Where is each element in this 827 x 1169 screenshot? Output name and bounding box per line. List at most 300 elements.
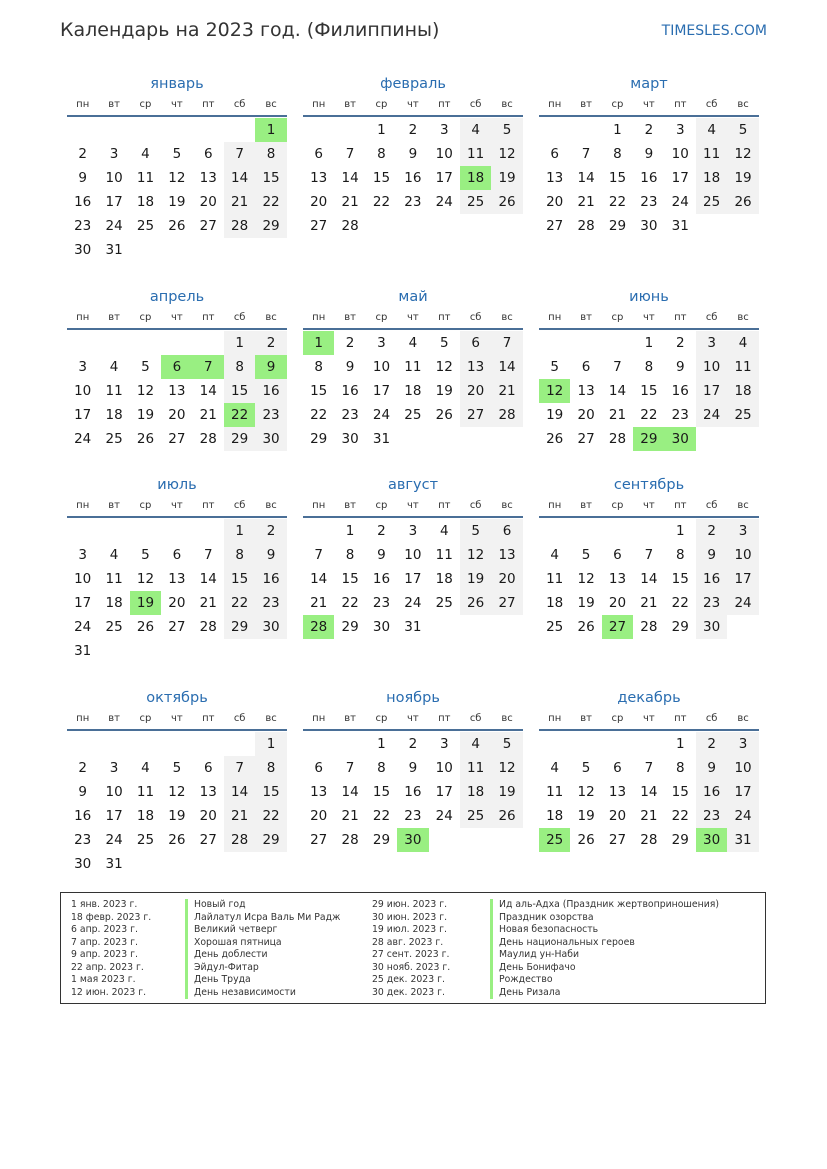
day-cell: 20 xyxy=(199,808,217,824)
day-cell: 30 xyxy=(696,615,727,639)
day-cell: 5 xyxy=(581,547,591,563)
day-cell: 20 xyxy=(491,567,522,591)
day-cell: 2 xyxy=(345,335,355,351)
day-cell: 22 xyxy=(255,804,286,828)
day-cell: 16 xyxy=(671,383,689,399)
day-cell: 18 xyxy=(136,194,155,210)
month-12 xyxy=(539,688,759,852)
legend-date: 1 мая 2023 г. xyxy=(71,974,136,985)
day-cell: 19 xyxy=(491,166,522,190)
day-cell: 13 xyxy=(199,784,217,800)
day-cell: 11 xyxy=(435,547,453,563)
day-cell: 16 xyxy=(255,379,286,403)
day-empty xyxy=(334,118,365,142)
day-cell-holiday: 6 xyxy=(161,355,192,379)
day-cell: 21 xyxy=(199,595,217,611)
day-cell: 1 xyxy=(224,519,255,543)
month-name: август xyxy=(387,477,439,493)
day-cell: 25 xyxy=(435,595,453,611)
day-cell: 12 xyxy=(460,543,491,567)
day-cell: 19 xyxy=(491,780,522,804)
month-name: октябрь xyxy=(146,690,208,706)
day-empty xyxy=(224,732,255,756)
day-cell: 20 xyxy=(608,595,627,611)
day-cell: 23 xyxy=(696,591,727,615)
month-2 xyxy=(303,74,523,238)
day-cell: 6 xyxy=(581,359,591,375)
legend-date: 7 апр. 2023 г. xyxy=(71,936,138,948)
weekday-label: вс xyxy=(265,99,277,110)
month-8 xyxy=(303,475,523,639)
day-cell: 12 xyxy=(168,170,186,186)
day-cell: 9 xyxy=(345,359,355,375)
day-cell: 8 xyxy=(255,142,286,166)
day-cell: 13 xyxy=(310,784,328,800)
weekday-label: вт xyxy=(580,312,592,323)
day-cell: 17 xyxy=(372,383,391,399)
day-cell: 4 xyxy=(550,547,559,563)
day-cell: 9 xyxy=(78,784,87,800)
day-cell: 7 xyxy=(314,547,323,563)
day-cell: 23 xyxy=(341,407,359,423)
weekday-label: ср xyxy=(611,713,624,724)
day-cell: 12 xyxy=(491,756,522,780)
day-cell: 4 xyxy=(696,118,727,142)
day-cell: 15 xyxy=(640,383,658,399)
day-cell: 2 xyxy=(408,122,418,138)
day-cell: 16 xyxy=(341,383,359,399)
day-cell: 3 xyxy=(439,122,449,138)
weekday-header xyxy=(303,497,523,518)
day-cell: 25 xyxy=(546,619,564,635)
day-cell: 22 xyxy=(372,194,391,210)
day-cell: 24 xyxy=(404,595,422,611)
day-cell: 5 xyxy=(581,760,591,776)
day-cell: 11 xyxy=(105,383,123,399)
day-cell: 18 xyxy=(727,379,758,403)
weekday-header xyxy=(303,96,523,117)
day-cell: 20 xyxy=(310,194,328,210)
day-cell: 10 xyxy=(696,355,727,379)
weekday-label: пн xyxy=(76,500,90,511)
legend-holiday-name: Эйдул-Фитар xyxy=(185,962,340,975)
day-cell: 1 xyxy=(224,331,255,355)
day-cell: 1 xyxy=(675,736,685,752)
day-cell: 22 xyxy=(608,194,627,210)
day-cell: 28 xyxy=(199,431,217,447)
day-cell: 6 xyxy=(550,146,559,162)
day-cell: 9 xyxy=(408,760,418,776)
day-cell: 27 xyxy=(608,832,627,848)
day-empty xyxy=(570,331,601,355)
weekday-header xyxy=(539,710,759,731)
legend-names-col-1 xyxy=(185,899,340,999)
day-empty xyxy=(303,519,334,543)
day-cell: 23 xyxy=(404,808,422,824)
weekday-label: сб xyxy=(469,99,482,110)
day-empty xyxy=(98,519,129,543)
weekday-label: вт xyxy=(344,500,356,511)
day-cell: 8 xyxy=(377,760,386,776)
day-cell: 4 xyxy=(439,523,449,539)
day-cell: 23 xyxy=(255,591,286,615)
day-cell: 22 xyxy=(640,407,658,423)
day-cell: 25 xyxy=(136,832,155,848)
day-cell-holiday: 30 xyxy=(397,828,428,852)
weekday-label: вс xyxy=(737,713,749,724)
day-cell: 4 xyxy=(141,146,150,162)
weekday-label: сб xyxy=(469,713,482,724)
day-empty xyxy=(633,732,664,756)
weekday-label: вс xyxy=(501,99,513,110)
day-cell: 22 xyxy=(372,808,391,824)
day-cell: 23 xyxy=(372,595,391,611)
day-empty xyxy=(303,732,334,756)
day-cell: 15 xyxy=(671,784,689,800)
day-cell: 20 xyxy=(168,407,186,423)
day-cell: 7 xyxy=(345,146,355,162)
day-cell: 28 xyxy=(341,218,359,234)
weekday-label: ср xyxy=(139,99,152,110)
day-cell: 21 xyxy=(224,190,255,214)
day-cell: 13 xyxy=(310,170,328,186)
legend-date: 30 июн. 2023 г. xyxy=(372,911,448,923)
day-cell: 21 xyxy=(640,595,658,611)
day-cell: 16 xyxy=(74,194,92,210)
day-cell: 5 xyxy=(172,146,182,162)
day-cell: 14 xyxy=(341,784,359,800)
day-cell: 28 xyxy=(491,403,522,427)
day-cell: 15 xyxy=(341,571,359,587)
site-link[interactable]: TIMESLES.COM xyxy=(661,23,767,39)
day-cell: 30 xyxy=(255,427,286,451)
weekday-label: пт xyxy=(674,500,687,511)
day-cell: 24 xyxy=(105,218,123,234)
day-cell: 9 xyxy=(78,170,87,186)
day-cell: 10 xyxy=(435,760,453,776)
day-cell: 8 xyxy=(345,547,355,563)
day-cell: 14 xyxy=(491,355,522,379)
weekday-label: сб xyxy=(233,713,246,724)
day-cell: 21 xyxy=(341,808,359,824)
day-cell: 16 xyxy=(74,808,92,824)
day-cell: 11 xyxy=(404,359,422,375)
legend-date: 12 июн. 2023 г. xyxy=(71,986,147,998)
month-10 xyxy=(67,688,287,876)
day-cell: 18 xyxy=(460,780,491,804)
weekday-label: вт xyxy=(580,713,592,724)
day-cell: 29 xyxy=(255,828,286,852)
day-cell: 11 xyxy=(105,571,123,587)
legend-holiday-name: День Ризала xyxy=(490,987,719,1000)
day-cell: 20 xyxy=(199,194,217,210)
day-cell: 19 xyxy=(546,407,564,423)
day-cell: 5 xyxy=(172,760,182,776)
weekday-label: ср xyxy=(375,713,388,724)
weekday-label: вт xyxy=(108,99,120,110)
day-cell: 3 xyxy=(727,519,758,543)
legend-date: 29 июн. 2023 г. xyxy=(372,899,448,910)
day-cell: 1 xyxy=(255,732,286,756)
day-cell: 2 xyxy=(696,732,727,756)
day-cell: 29 xyxy=(310,431,328,447)
day-cell: 9 xyxy=(408,146,418,162)
month-name: сентябрь xyxy=(613,477,685,493)
day-cell: 10 xyxy=(404,547,422,563)
weekday-label: чт xyxy=(407,713,419,724)
day-cell: 13 xyxy=(608,571,627,587)
day-cell: 5 xyxy=(727,118,758,142)
day-cell: 12 xyxy=(491,142,522,166)
weekday-label: сб xyxy=(469,500,482,511)
day-cell: 23 xyxy=(696,804,727,828)
day-cell: 4 xyxy=(460,732,491,756)
day-cell: 28 xyxy=(224,828,255,852)
day-cell: 18 xyxy=(105,407,123,423)
legend-date: 9 апр. 2023 г. xyxy=(71,949,138,960)
day-cell: 30 xyxy=(255,615,286,639)
day-cell-holiday: 1 xyxy=(303,331,334,355)
day-cell: 3 xyxy=(696,331,727,355)
day-cell: 14 xyxy=(310,571,328,587)
day-cell: 9 xyxy=(377,547,386,563)
legend-holiday-name: День национальных героев xyxy=(490,937,719,950)
day-cell: 26 xyxy=(546,431,564,447)
day-cell: 14 xyxy=(199,571,217,587)
day-empty xyxy=(334,732,365,756)
day-cell: 1 xyxy=(644,335,654,351)
weekday-label: чт xyxy=(643,99,655,110)
day-empty xyxy=(539,331,570,355)
weekday-label: пт xyxy=(674,713,687,724)
page-title: Календарь на 2023 год. (Филиппины) xyxy=(60,19,440,41)
day-cell-holiday: 9 xyxy=(255,355,286,379)
day-cell: 15 xyxy=(224,567,255,591)
day-cell: 13 xyxy=(199,170,217,186)
weekday-label: чт xyxy=(643,312,655,323)
weekday-label: чт xyxy=(171,500,183,511)
day-cell: 8 xyxy=(224,543,255,567)
day-cell: 26 xyxy=(577,619,595,635)
weekday-label: ср xyxy=(375,312,388,323)
day-cell: 30 xyxy=(341,431,359,447)
month-name: январь xyxy=(150,76,204,92)
day-cell: 7 xyxy=(644,760,654,776)
day-cell: 3 xyxy=(78,547,87,563)
day-cell: 29 xyxy=(372,832,391,848)
day-cell: 19 xyxy=(168,808,186,824)
day-cell: 29 xyxy=(224,427,255,451)
weekday-label: пн xyxy=(76,713,90,724)
day-cell: 8 xyxy=(255,756,286,780)
month-name: март xyxy=(630,76,668,92)
day-cell-holiday: 30 xyxy=(665,427,696,451)
day-cell: 13 xyxy=(460,355,491,379)
day-cell: 5 xyxy=(550,359,559,375)
day-cell: 29 xyxy=(255,214,286,238)
day-cell: 13 xyxy=(546,170,564,186)
day-cell: 31 xyxy=(105,856,123,872)
day-cell: 23 xyxy=(74,218,92,234)
day-cell: 2 xyxy=(644,122,654,138)
weekday-label: ср xyxy=(139,713,152,724)
day-cell: 12 xyxy=(168,784,186,800)
day-cell: 27 xyxy=(310,832,328,848)
day-empty xyxy=(67,732,98,756)
weekday-label: пт xyxy=(202,500,215,511)
legend-date: 6 апр. 2023 г. xyxy=(71,924,138,935)
day-cell: 13 xyxy=(608,784,627,800)
day-cell: 23 xyxy=(404,194,422,210)
day-empty xyxy=(193,331,224,355)
day-cell: 5 xyxy=(491,732,522,756)
legend-holiday-name: Маулид ун-Наби xyxy=(490,949,719,962)
day-cell: 11 xyxy=(136,170,155,186)
day-cell: 26 xyxy=(136,431,155,447)
legend-holiday-name: День независимости xyxy=(185,987,340,1000)
weekday-label: чт xyxy=(643,500,655,511)
month-name: декабрь xyxy=(617,690,681,706)
day-empty xyxy=(67,118,98,142)
month-11 xyxy=(303,688,523,852)
day-cell: 17 xyxy=(435,784,453,800)
day-cell: 24 xyxy=(105,832,123,848)
day-cell: 24 xyxy=(727,591,758,615)
month-1 xyxy=(67,74,287,262)
weekday-label: пт xyxy=(438,99,451,110)
day-cell: 18 xyxy=(435,571,453,587)
day-empty xyxy=(570,519,601,543)
day-cell: 21 xyxy=(491,379,522,403)
day-cell: 1 xyxy=(675,523,685,539)
day-empty xyxy=(193,732,224,756)
weekday-label: пн xyxy=(312,500,326,511)
day-cell: 25 xyxy=(404,407,422,423)
day-cell: 31 xyxy=(727,828,758,852)
weekday-header xyxy=(539,497,759,518)
day-cell: 8 xyxy=(224,355,255,379)
day-cell: 19 xyxy=(136,407,155,423)
day-cell: 6 xyxy=(491,519,522,543)
day-cell: 26 xyxy=(727,190,758,214)
day-cell: 7 xyxy=(644,547,654,563)
weekday-label: вт xyxy=(108,713,120,724)
days-grid xyxy=(303,518,523,639)
day-cell: 3 xyxy=(727,732,758,756)
weekday-label: сб xyxy=(469,312,482,323)
days-grid xyxy=(67,518,287,663)
day-cell: 2 xyxy=(408,736,418,752)
day-cell: 14 xyxy=(224,166,255,190)
day-cell: 29 xyxy=(341,619,359,635)
weekday-label: ср xyxy=(139,312,152,323)
weekday-label: пн xyxy=(312,713,326,724)
day-empty xyxy=(602,732,633,756)
month-name: май xyxy=(398,289,428,305)
day-cell: 10 xyxy=(74,383,92,399)
day-cell: 19 xyxy=(577,808,595,824)
weekday-label: пт xyxy=(438,500,451,511)
day-cell: 9 xyxy=(696,543,727,567)
day-cell: 12 xyxy=(727,142,758,166)
day-cell: 9 xyxy=(255,543,286,567)
day-cell: 16 xyxy=(640,170,658,186)
day-cell: 17 xyxy=(671,170,689,186)
day-cell: 16 xyxy=(255,567,286,591)
day-cell: 28 xyxy=(224,214,255,238)
day-cell: 4 xyxy=(109,547,119,563)
day-cell: 13 xyxy=(577,383,595,399)
day-empty xyxy=(602,331,633,355)
day-cell: 26 xyxy=(491,804,522,828)
day-cell: 8 xyxy=(675,760,685,776)
day-cell: 24 xyxy=(372,407,391,423)
day-cell: 4 xyxy=(408,335,418,351)
legend-holiday-name: Хорошая пятница xyxy=(185,937,340,950)
weekday-label: пт xyxy=(438,713,451,724)
legend-date: 27 сент. 2023 г. xyxy=(372,949,450,960)
day-cell-holiday: 19 xyxy=(130,591,161,615)
day-cell: 4 xyxy=(727,331,758,355)
day-cell: 25 xyxy=(460,804,491,828)
legend-holiday-name: День Бонифачо xyxy=(490,962,719,975)
day-cell: 19 xyxy=(577,595,595,611)
day-cell: 29 xyxy=(224,615,255,639)
day-cell: 13 xyxy=(491,543,522,567)
month-6 xyxy=(539,287,759,451)
day-cell: 27 xyxy=(577,431,595,447)
day-empty xyxy=(161,519,192,543)
weekday-header xyxy=(67,309,287,330)
day-cell: 12 xyxy=(136,571,155,587)
weekday-label: сб xyxy=(705,99,718,110)
weekday-header xyxy=(539,309,759,330)
legend-date: 28 авг. 2023 г. xyxy=(372,936,444,948)
day-cell: 21 xyxy=(310,595,328,611)
weekday-label: сб xyxy=(705,713,718,724)
day-cell: 28 xyxy=(199,619,217,635)
weekday-label: пт xyxy=(674,312,687,323)
legend-holiday-name: Рождество xyxy=(490,974,719,987)
day-cell: 29 xyxy=(671,832,689,848)
day-cell: 14 xyxy=(608,383,627,399)
day-cell: 11 xyxy=(546,784,564,800)
day-cell: 10 xyxy=(435,146,453,162)
day-cell: 19 xyxy=(727,166,758,190)
day-cell: 2 xyxy=(696,519,727,543)
day-cell: 31 xyxy=(404,619,422,635)
day-cell: 10 xyxy=(105,784,123,800)
day-cell: 13 xyxy=(168,383,186,399)
weekday-label: пн xyxy=(548,713,562,724)
day-cell: 18 xyxy=(696,166,727,190)
day-cell: 3 xyxy=(377,335,386,351)
day-empty xyxy=(130,118,161,142)
legend-date: 1 янв. 2023 г. xyxy=(71,899,138,910)
days-grid xyxy=(67,330,287,451)
day-empty xyxy=(539,732,570,756)
day-cell-holiday: 12 xyxy=(539,379,570,403)
legend-date: 22 апр. 2023 г. xyxy=(71,961,144,973)
day-cell: 27 xyxy=(168,431,186,447)
day-cell: 5 xyxy=(460,519,491,543)
weekday-label: сб xyxy=(233,500,246,511)
day-cell: 5 xyxy=(491,118,522,142)
day-cell: 31 xyxy=(105,242,123,258)
day-cell: 15 xyxy=(224,379,255,403)
day-cell: 16 xyxy=(404,170,422,186)
day-cell: 30 xyxy=(74,856,92,872)
